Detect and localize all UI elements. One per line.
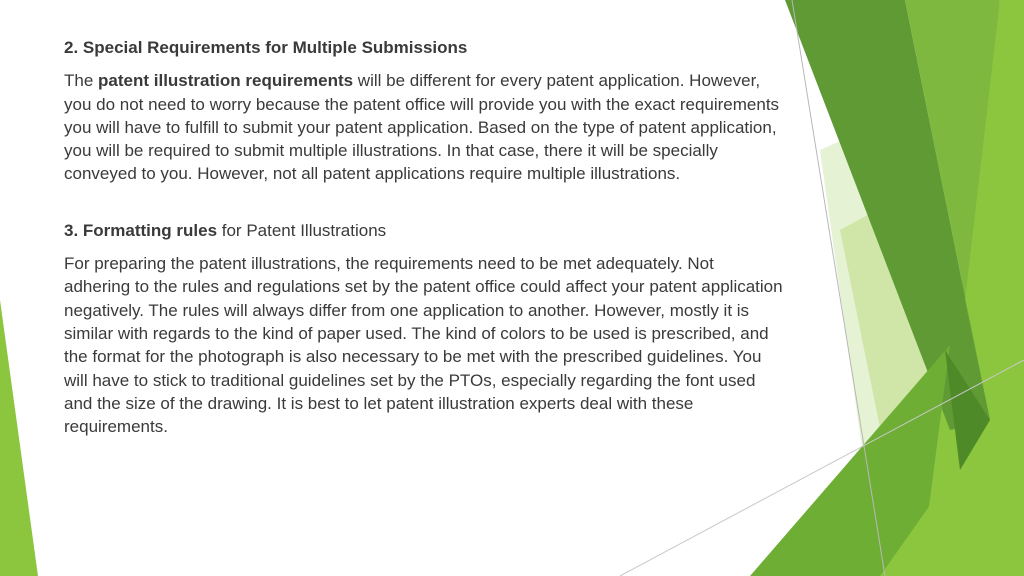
left-green-sliver [0,300,38,576]
section-paragraph-3: For preparing the patent illustrations, the requirements need to be met adequately. Not adhering to the rules and regulations set by the patent office could affect your patent application negatively. The rules will always differ from one application to another. However, mostly it is similar with regards to the kind of paper used. The kind of colors to be used is prescribed, and the format for the photograph is also necessary to be met with the prescribed guidelines. You will have to stick to traditional guidelines set by the PTOs, especially regarding the font used and the size of the drawing. It is best to let patent illustration experts deal with these requirements. [64,254,783,437]
text-content [64,36,784,438]
section-heading-2: 2. Special Requirements for Multiple Submissions [64,38,468,57]
section-heading-3: 3. Formatting rules for Patent Illustrations [64,220,387,240]
section-paragraph-2: The patent illustration requirements will be different for every patent application. However, you do not need to worry because the patent office will provide you with the exact requirements you will have to fulfill to submit your patent application. Based on the type of patent application, you will be required to submit multiple illustrations. In that case, there it will be specially conveyed to you. However, not all patent applications require multiple illustrations. [64,71,780,184]
bold-term: patent illustration requirements [98,71,354,91]
